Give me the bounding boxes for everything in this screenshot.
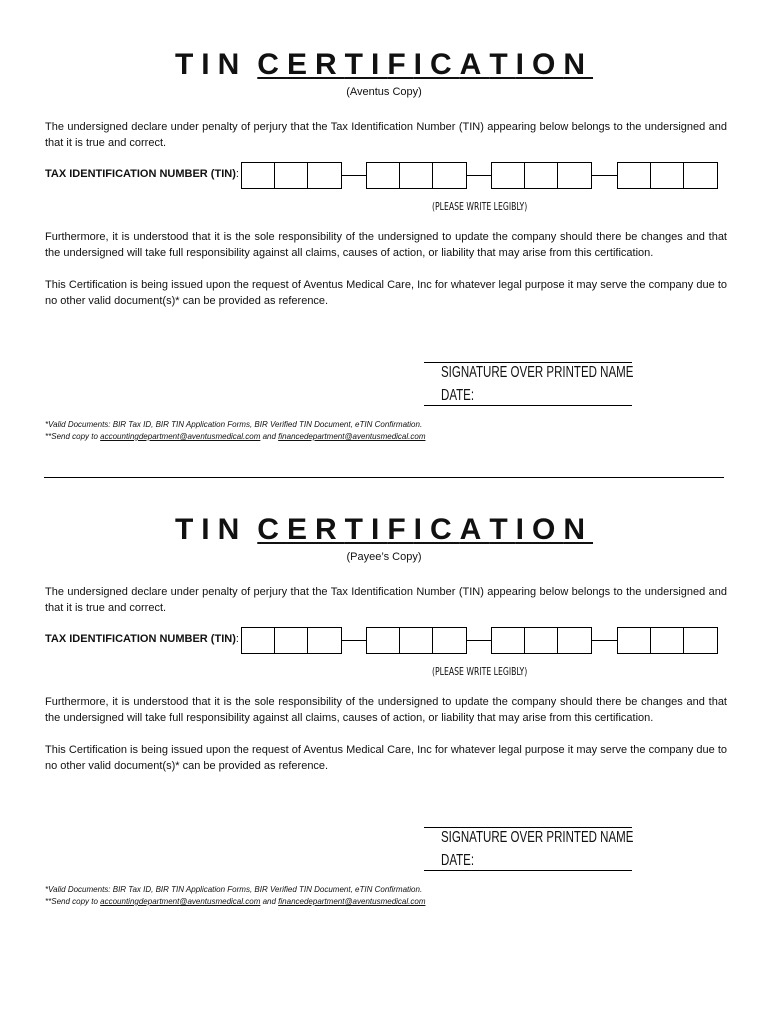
accounting-email-link[interactable]: accountingdepartment@aventusmedical.com	[100, 432, 261, 441]
title-letter: C	[257, 48, 287, 81]
title-letter: N	[563, 48, 594, 81]
title-letter: N	[217, 48, 248, 81]
title-letter: I	[413, 48, 430, 81]
date-line[interactable]	[424, 405, 632, 406]
tin-digit-box[interactable]	[367, 628, 400, 653]
tin-digit-box[interactable]	[651, 628, 684, 653]
form-title	[0, 513, 768, 547]
title-letter: I	[515, 48, 533, 81]
signature-line[interactable]	[424, 827, 632, 828]
tin-digit-box[interactable]	[275, 628, 308, 653]
footnote-valid-documents: *Valid Documents: BIR Tax ID, BIR TIN Application Forms, BIR Verified TIN Document, eTIN Confirmation.	[45, 885, 423, 894]
tin-label: TAX IDENTIFICATION NUMBER (TIN):	[45, 168, 239, 180]
tin-separator-dash	[467, 640, 491, 641]
issuance-paragraph: This Certification is being issued upon the request of Aventus Medical Care, Inc for whatever legal purpose it may serve the company due to no other valid document(s)* can be provided as reference.	[45, 279, 727, 307]
copy-subtitle: (Payee’s Copy)	[346, 551, 422, 563]
title-letter: T	[489, 48, 516, 81]
tin-digit-box[interactable]	[558, 163, 591, 188]
tin-digit-box[interactable]	[558, 628, 591, 653]
title-letter: O	[532, 48, 564, 81]
title-letter: N	[563, 513, 594, 546]
date-label: DATE:	[441, 852, 475, 869]
title-letter: T	[344, 48, 371, 81]
signature-label: SIGNATURE OVER PRINTED NAME	[441, 364, 634, 381]
title-letter: F	[387, 48, 414, 81]
footnote-send-copy: **Send copy to accountingdepartment@aventusmedical.com and financedepartment@aventusmedical.com	[45, 897, 426, 906]
title-letter: T	[174, 513, 202, 546]
tin-digit-box[interactable]	[367, 163, 400, 188]
copy-divider	[44, 477, 724, 478]
footnote-valid-documents: *Valid Documents: BIR Tax ID, BIR TIN Application Forms, BIR Verified TIN Document, eTIN Confirmation.	[45, 420, 423, 429]
title-letter: I	[413, 513, 430, 546]
copy-subtitle: (Aventus Copy)	[346, 86, 422, 98]
title-letter: E	[286, 48, 315, 81]
title-letter: T	[489, 513, 516, 546]
tin-group-1	[241, 627, 342, 654]
tin-digit-box[interactable]	[308, 163, 341, 188]
tin-separator-dash	[342, 640, 366, 641]
tin-digit-box[interactable]	[525, 163, 558, 188]
tin-digit-box[interactable]	[684, 628, 717, 653]
signature-label: SIGNATURE OVER PRINTED NAME	[441, 829, 634, 846]
finance-email-link[interactable]: financedepartment@aventusmedical.com	[278, 432, 426, 441]
tin-digit-box[interactable]	[400, 628, 433, 653]
footnote-send-copy: **Send copy to accountingdepartment@aventusmedical.com and financedepartment@aventusmedical.com	[45, 432, 426, 441]
write-legibly-note: (PLEASE WRITE LEGIBLY)	[432, 200, 528, 213]
title-letter: R	[314, 513, 345, 546]
tin-group-3	[491, 627, 592, 654]
tin-digit-box[interactable]	[433, 628, 466, 653]
title-letter: T	[174, 48, 202, 81]
tin-digit-box[interactable]	[525, 628, 558, 653]
tin-digit-box[interactable]	[242, 628, 275, 653]
tin-digit-box[interactable]	[492, 628, 525, 653]
tin-group-4	[617, 162, 718, 189]
write-legibly-note: (PLEASE WRITE LEGIBLY)	[432, 665, 528, 678]
tin-group-2	[366, 162, 467, 189]
tin-group-1	[241, 162, 342, 189]
title-letter: A	[459, 48, 490, 81]
tin-group-3	[491, 162, 592, 189]
title-letter: T	[344, 513, 371, 546]
tin-digit-box[interactable]	[651, 163, 684, 188]
title-letter: C	[257, 513, 287, 546]
tin-digit-box[interactable]	[275, 163, 308, 188]
tin-digit-box[interactable]	[433, 163, 466, 188]
date-line[interactable]	[424, 870, 632, 871]
tin-group-2	[366, 627, 467, 654]
title-letter: R	[314, 48, 345, 81]
title-letter: C	[430, 513, 460, 546]
tin-digit-box[interactable]	[684, 163, 717, 188]
title-letter: I	[370, 48, 388, 81]
title-letter: I	[201, 48, 218, 81]
title-letter: I	[515, 513, 533, 546]
tin-separator-dash	[592, 640, 617, 641]
responsibility-paragraph: Furthermore, it is understood that it is the sole responsibility of the undersigned to update the company should there be changes and that the undersigned will take full responsibility against all claims, causes of action, or liability that may arise from this certification.	[45, 696, 727, 724]
signature-line[interactable]	[424, 362, 632, 363]
issuance-paragraph: This Certification is being issued upon the request of Aventus Medical Care, Inc for whatever legal purpose it may serve the company due to no other valid document(s)* can be provided as reference.	[45, 744, 727, 772]
tin-digit-box[interactable]	[492, 163, 525, 188]
title-letter: E	[286, 513, 315, 546]
title-letter: C	[430, 48, 460, 81]
tin-separator-dash	[342, 175, 366, 176]
declaration-paragraph: The undersigned declare under penalty of perjury that the Tax Identification Number (TIN) appearing below belongs to the undersigned and that it is true and correct.	[45, 586, 727, 614]
tin-digit-box[interactable]	[618, 628, 651, 653]
tin-label: TAX IDENTIFICATION NUMBER (TIN):	[45, 633, 239, 645]
title-letter: I	[201, 513, 218, 546]
title-letter: N	[217, 513, 248, 546]
title-letter: A	[459, 513, 490, 546]
accounting-email-link[interactable]: accountingdepartment@aventusmedical.com	[100, 897, 261, 906]
form-title	[0, 48, 768, 82]
tin-digit-box[interactable]	[242, 163, 275, 188]
date-label: DATE:	[441, 387, 475, 404]
tin-separator-dash	[467, 175, 491, 176]
finance-email-link[interactable]: financedepartment@aventusmedical.com	[278, 897, 426, 906]
responsibility-paragraph: Furthermore, it is understood that it is the sole responsibility of the undersigned to update the company should there be changes and that the undersigned will take full responsibility against all claims, causes of action, or liability that may arise from this certification.	[45, 231, 727, 259]
tin-digit-box[interactable]	[400, 163, 433, 188]
title-letter: O	[532, 513, 564, 546]
tin-digit-box[interactable]	[618, 163, 651, 188]
tin-separator-dash	[592, 175, 617, 176]
title-letter: F	[387, 513, 414, 546]
title-letter: I	[370, 513, 388, 546]
declaration-paragraph: The undersigned declare under penalty of perjury that the Tax Identification Number (TIN) appearing below belongs to the undersigned and that it is true and correct.	[45, 121, 727, 149]
tin-digit-box[interactable]	[308, 628, 341, 653]
tin-group-4	[617, 627, 718, 654]
